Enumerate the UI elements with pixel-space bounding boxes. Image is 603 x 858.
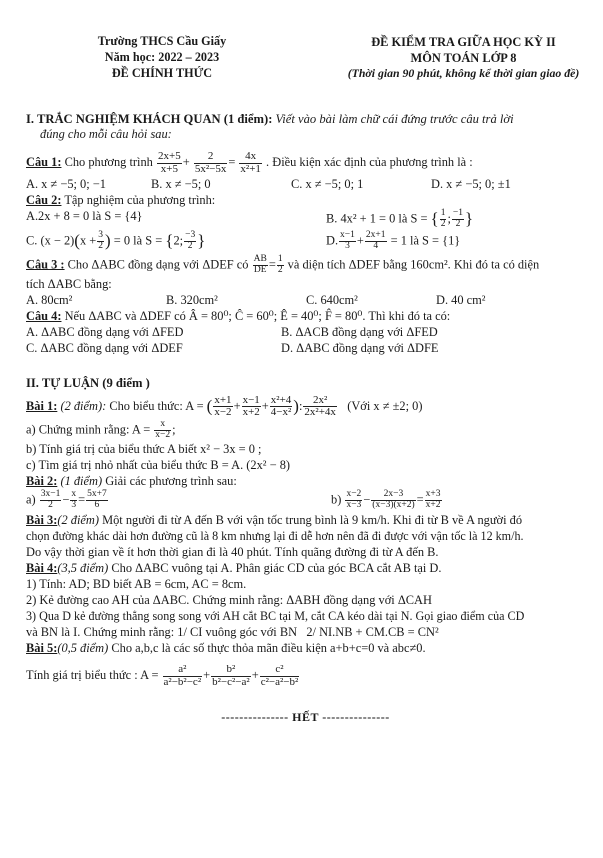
b4-label: Bài 4: — [26, 560, 58, 575]
b3-line-1: Một người đi từ A đến B với vận tốc trung bình là 9 km/h. Khi đi từ B về A người đó — [102, 512, 523, 527]
q3-text-1: Cho ΔABC đồng dạng với ΔDEF có — [67, 257, 249, 272]
b5-label: Bài 5: — [26, 641, 58, 656]
q2-text: Tập nghiệm của phương trình: — [64, 192, 216, 207]
b2 — [26, 474, 585, 489]
part1-instruction: Viết vào bài làm chữ cái đứng trước câu trả lời — [275, 112, 514, 126]
b1-condition: (Với x ≠ ±2; 0) — [347, 398, 423, 413]
q4 — [26, 309, 585, 324]
q1-option-d: D. x ≠ −5; 0; ±1 — [431, 176, 511, 191]
b2-b: b) $\frac{x-2}{x-3}$ − $\frac{2x-3}{(x-3)(x+2)}$ = $\frac{x+3}{x+2}$ — [331, 489, 441, 510]
q1: Câu 1: Cho phương trình $\frac{2x+5}{x+5}$ + $\frac{2}{\text{5x²−5x}}$ = $\frac{4x}{\text{x²+1}}$ . Điều kiện xác định của phương trình là : — [26, 150, 473, 176]
q3-frac-ratio: $\frac{AB}{DE}$ — [253, 253, 267, 275]
b4-item-3-line-2: và BN là I. Chứng minh rằng: 1/ CI vuông góc với BN 2/ NI.NB + CM.CB = CN² — [26, 625, 439, 640]
part1-instruction-2: đúng cho mỗi câu hỏi sau: — [40, 127, 172, 142]
part2-title: II. TỰ LUẬN (9 điểm ) — [26, 376, 150, 391]
school-name: Trường THCS Cầu Giấy — [97, 34, 227, 48]
b4-points: (3,5 điểm) — [57, 560, 109, 575]
header-left — [62, 34, 262, 82]
q2-option-b: B. 4x² + 1 = 0 là S = { $\frac{1}{2}$ ; $\frac{-1}{2}$ } — [326, 207, 474, 229]
b3-label: Bài 3: — [26, 512, 58, 527]
part1-title: I. TRẮC NGHIỆM KHÁCH QUAN (1 điểm): — [26, 112, 273, 126]
q3-option-a: A. 80cm² — [26, 292, 73, 307]
q4-option-a: A. ΔABC đồng dạng với ΔFED — [26, 325, 184, 340]
q1-options — [26, 177, 585, 192]
q1-frac-3: $\frac{4x}{\text{x²+1}}$ — [240, 150, 261, 176]
end-marker: --------------- HẾT --------------- — [221, 710, 390, 725]
q3-text-3: tích ΔABC bằng: — [26, 276, 112, 291]
q4-row-2 — [26, 341, 585, 356]
q1-option-b: B. x ≠ −5; 0 — [151, 176, 211, 191]
b1-label: Bài 1: — [26, 398, 58, 413]
b3 — [26, 513, 585, 528]
q1-option-a: A. x ≠ −5; 0; −1 — [26, 176, 106, 191]
b1-c: c) Tìm giá trị nhỏ nhất của biểu thức B = A. (2x² − 8) — [26, 457, 291, 472]
q2-label: Câu 2: — [26, 192, 62, 207]
q4-option-c: C. ΔABC đồng dạng với ΔDEF — [26, 341, 183, 356]
b3-points: (2 điểm) — [57, 512, 99, 527]
q1-frac-2: $\frac{2}{\text{5x²−5x}}$ — [194, 150, 227, 176]
q4-label: Câu 4: — [26, 308, 62, 323]
q1-option-c: C. x ≠ −5; 0; 1 — [291, 176, 364, 191]
b1-a: a) Chứng minh rằng: A = $\frac{x}{x-2}$ ; — [26, 418, 176, 440]
b3-line-3: Do vậy thời gian về ít hơn thời gian đi là 40 phút. Tính quãng đường đi từ A đến B. — [26, 544, 439, 559]
q4-option-b: B. ΔACB đồng dạng với ΔFED — [281, 325, 438, 340]
q2-row-2 — [26, 231, 585, 252]
b4-text: Cho ΔABC vuông tại A. Phân giác CD của góc BCA cắt AB tại D. — [111, 560, 442, 575]
exam-title: ĐỀ KIỂM TRA GIỮA HỌC KỲ II — [371, 35, 556, 49]
q2-option-d: D. $\frac{x-1}{3}$ + $\frac{2x+1}{4}$ = 1 là S = {1} — [326, 229, 461, 251]
b5-expression: Tính giá trị biểu thức : A = $\frac{\text{a²}}{\text{a²−b²−c²}}$ + $\frac{\text{b²}}{\text{b²−c²−a²}}$ + $\frac{\text{c²}}{\text{c²−a²−b²}}$ — [26, 663, 299, 688]
b5-text: Cho a,b,c là các số thực thỏa mãn điều kiện a+b+c=0 và abc≠0. — [111, 641, 426, 656]
q3-label: Câu 3 : — [26, 257, 65, 272]
b2-points: (1 điểm) — [60, 473, 103, 488]
b4-item-2: 2) Kẻ đường cao AH của ΔABC. Chứng minh rằng: ΔABH đồng dạng với ΔCAH — [26, 593, 432, 608]
b5 — [26, 641, 585, 656]
b2-label: Bài 2: — [26, 473, 58, 488]
q2 — [26, 193, 585, 208]
official-label: ĐỀ CHÍNH THỨC — [111, 65, 213, 80]
q1-label: Câu 1: — [26, 155, 62, 170]
q1-suffix: . Điều kiện xác định của phương trình là : — [266, 155, 473, 170]
b4-item-1: 1) Tính: AD; BD biết AB = 6cm, AC = 8cm. — [26, 577, 247, 592]
exam-subject: MÔN TOÁN LỚP 8 — [410, 51, 517, 66]
b1-b: b) Tính giá trị của biểu thức A biết x² − 3x = 0 ; — [26, 441, 262, 456]
b2-equations — [26, 490, 585, 511]
q1-prefix: Cho phương trình — [64, 155, 153, 170]
b5-points: (0,5 điểm) — [57, 641, 109, 656]
q4-row-1 — [26, 325, 585, 340]
exam-time-note: (Thời gian 90 phút, không kể thời gian giao đề) — [347, 66, 580, 81]
school-year: Năm học: 2022 – 2023 — [104, 49, 220, 64]
q2-option-a: A.2x + 8 = 0 là S = {4} — [26, 208, 143, 223]
q3: Câu 3 : Cho ΔABC đồng dạng với ΔDEF có $\frac{AB}{DE}$ = $\frac{1}{2}$ và diện tích ΔDEF bằng 160cm². Khi đó ta có diện — [26, 253, 540, 275]
b4-item-3-line-1: 3) Qua D kẻ đường thẳng song song với AH cắt BC tại M, cắt CA kéo dài tại N. Gọi giao điểm của CD — [26, 609, 525, 624]
q3-option-b: B. 320cm² — [166, 292, 218, 307]
q3-text-2: và diện tích ΔDEF bằng 160cm². Khi đó ta có diện — [287, 257, 540, 272]
q4-text: Nếu ΔABC và ΔDEF có Â = 80⁰; Ĉ = 60⁰; Ê = 40⁰; F̂ = 80⁰. Thì khi đó ta có: — [64, 308, 451, 323]
q1-frac-1: $\frac{2x+5}{x+5}$ — [158, 150, 181, 176]
b1-prefix: Cho biểu thức: A = — [109, 398, 204, 413]
header-right — [316, 34, 603, 82]
q2-row-1 — [26, 209, 585, 230]
q3-option-d: D. 40 cm² — [436, 292, 486, 307]
b3-line-2: chọn đường khác dài hơn đường cũ là 8 km nhưng lại đi dễ hơn nên đã đi được với vận tốc là 12 km/h. — [26, 529, 524, 544]
b1: Bài 1: (2 điểm): Cho biểu thức: A = ( $\frac{x+1}{x-2}$ + $\frac{x-1}{x+2}$ + $\frac{\text{x²+4}}{\text{4−x²}}$ ): $\frac{\text{2x²}}{\text{2x²+4x}}$ (Với x ≠ ±2; 0) — [26, 393, 423, 419]
q2-option-c: C. (x − 2)(x + $\frac{3}{2}$ ) = 0 là S = {2; $\frac{-3}{2}$ } — [26, 229, 206, 251]
b2-a: a) $\frac{3x-1}{2}$ − $\frac{x}{3}$ = $\frac{5x+7}{6}$ — [26, 489, 107, 510]
q3-options — [26, 293, 585, 308]
exam-header — [26, 0, 585, 92]
b4 — [26, 561, 585, 576]
q4-option-d: D. ΔABC đồng dạng với ΔDFE — [281, 341, 439, 356]
part1-heading — [26, 112, 585, 127]
b2-text: Giải các phương trình sau: — [105, 473, 237, 488]
q3-option-c: C. 640cm² — [306, 292, 358, 307]
b1-points: (2 điểm): — [60, 398, 107, 413]
